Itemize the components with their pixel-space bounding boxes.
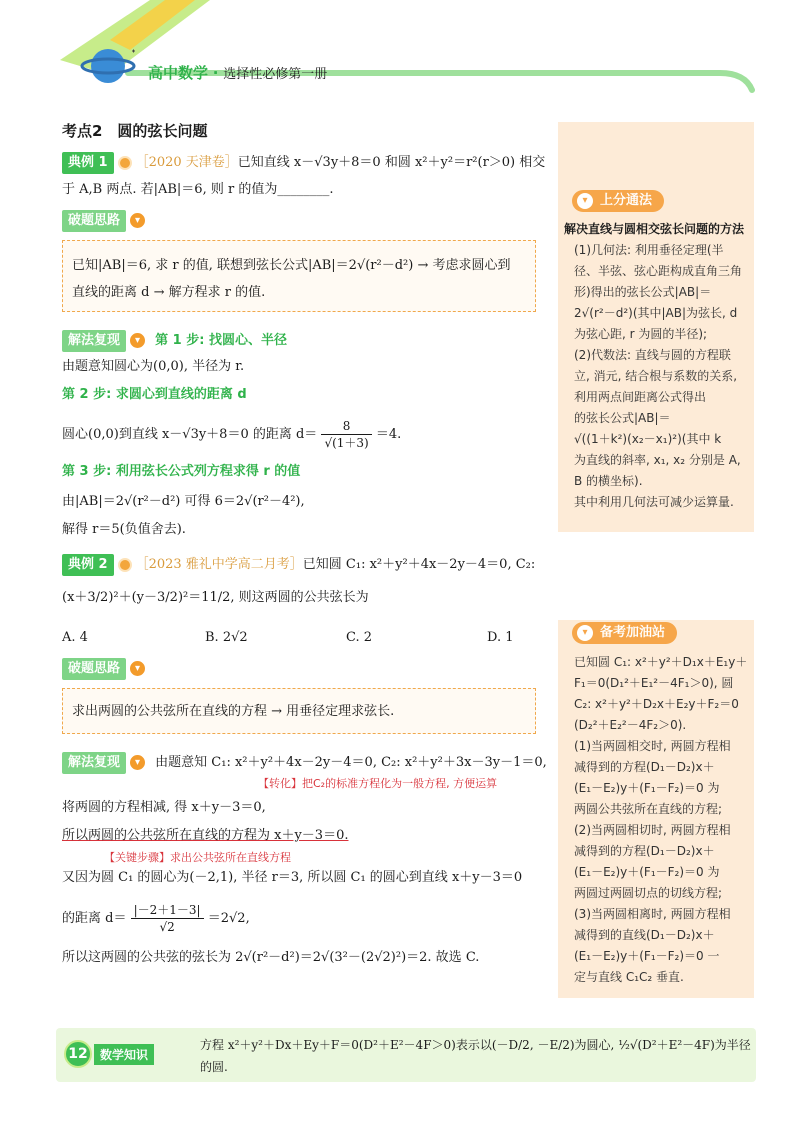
example2-option-c: C. 2: [346, 630, 373, 645]
example2-option-d: D. 1: [487, 630, 514, 645]
sidebar-line: (1)当两圆相交时, 两圆方程相: [574, 739, 731, 753]
fraction-den: √(1＋3): [324, 436, 369, 450]
sidebar-line: (2)代数法: 直线与圆的方程联: [574, 348, 731, 362]
example2-sol-l5b: ＝2√2,: [207, 911, 250, 926]
sidebar2-title: 备考加油站: [600, 625, 666, 640]
footer-line1: 方程 x²＋y²＋Dx＋Ey＋F＝0(D²＋E²－4F＞0)表示以(－D/2, －E/2)为圆心, ½√(D²＋E²－4F)为半径: [200, 1038, 751, 1052]
sidebar2-header: [572, 622, 677, 644]
example2-note1: 【转化】把C₂的标准方程化为一般方程, 方便运算: [258, 777, 498, 790]
sidebar-line: 减得到的方程(D₁－D₂)x＋: [574, 844, 715, 858]
example1-line2: 于 A,B 两点. 若|AB|＝6, 则 r 的值为________.: [62, 182, 334, 197]
sidebar-line: (E₁－E₂)y＋(F₁－F₂)＝0 为: [574, 865, 720, 879]
example1-idea-line1: 已知|AB|＝6, 求 r 的值, 联想到弦长公式|AB|＝2√(r²－d²) → 考虑求圆心到: [72, 258, 511, 273]
sidebar-line: C₂: x²＋y²＋D₂x＋E₂y＋F₂＝0: [574, 697, 739, 711]
sidebar-line: 径、半弦、弦心距构成直角三角: [574, 264, 743, 278]
fraction-num: 8: [321, 418, 371, 435]
header-decoration: [0, 0, 800, 110]
sidebar-line: 已知圆 C₁: x²＋y²＋D₁x＋E₁y＋: [574, 655, 748, 669]
sidebar-line: (E₁－E₂)y＋(F₁－F₂)＝0 一: [574, 949, 720, 963]
sidebar-line: 为直线的斜率, x₁, x₂ 分别是 A,: [574, 453, 741, 467]
chevron-down-icon: ▾: [577, 193, 593, 209]
sidebar-line: (2)当两圆相切时, 两圆方程相: [574, 823, 731, 837]
sidebar-line: 为弦心距, r 为圆的半径);: [574, 327, 708, 341]
example1-sol-l1: 由题意知圆心为(0,0), 半径为 r.: [62, 359, 245, 374]
footer-line2: 的圆.: [200, 1060, 228, 1074]
section-title: 考点2 圆的弦长问题: [62, 122, 208, 140]
chevron-down-icon: ▾: [130, 333, 145, 348]
sidebar-line: 利用两点间距离公式得出: [574, 390, 707, 404]
example1-idea-head: [62, 210, 145, 232]
sidebar-line: 形)得出的弦长公式|AB|＝: [574, 285, 712, 299]
header: [148, 62, 327, 83]
example2-sol-l5a: 的距离 d＝: [62, 911, 127, 926]
fraction: [131, 902, 204, 935]
example2-option-b: B. 2√2: [205, 630, 248, 645]
sidebar1-header: [572, 190, 664, 212]
sidebar1-heading: 解决直线与圆相交弦长问题的方法: [564, 222, 745, 236]
example1-idea-line2: 直线的距离 d → 解方程求 r 的值.: [72, 285, 266, 300]
example2-tag: 典例 2: [62, 554, 114, 576]
chevron-down-icon: ▾: [130, 755, 145, 770]
sidebar-line: 减得到的方程(D₁－D₂)x＋: [574, 760, 715, 774]
example2-sol-l2: 将两圆的方程相减, 得 x＋y－3＝0,: [62, 800, 266, 815]
example2-sol-l3: 所以两圆的公共弦所在直线的方程为 x＋y－3＝0.: [62, 828, 349, 843]
example2-sol-l4: 又因为圆 C₁ 的圆心为(－2,1), 半径 r＝3, 所以圆 C₁ 的圆心到直线 x＋y－3＝0: [62, 870, 523, 885]
example2-line2: (x＋3/2)²＋(y－3/2)²＝11/2, 则这两圆的公共弦长为: [62, 590, 369, 605]
example1-step3: 第 3 步: 利用弦长公式列方程求得 r 的值: [62, 464, 301, 479]
example2-text1: 已知圆 C₁: x²＋y²＋4x－2y－4＝0, C₂:: [302, 557, 536, 572]
header-subject: 高中数学: [148, 64, 209, 82]
example1-idea-tag: 破题思路: [62, 210, 126, 232]
example2-option-a: A. 4: [62, 630, 88, 645]
example1-step2: 第 2 步: 求圆心到直线的距离 d: [62, 387, 247, 402]
sidebar1-title: 上分通法: [600, 193, 653, 208]
header-book: 选择性必修第一册: [223, 67, 328, 82]
example2-line1: [62, 554, 535, 576]
example2-idea-tag: 破题思路: [62, 658, 126, 680]
sidebar-line: 定与直线 C₁C₂ 垂直.: [574, 970, 684, 984]
example2-idea-head: [62, 658, 145, 680]
footer-page-number: 12: [64, 1040, 92, 1068]
example1-sol-l2: [62, 418, 401, 451]
example1-tag: 典例 1: [62, 152, 114, 174]
example1-text1: 已知直线 x－√3y＋8＝0 和圆 x²＋y²＝r²(r＞0) 相交: [237, 155, 546, 170]
sidebar-line: 两圆过两圆切点的切线方程;: [574, 886, 723, 900]
sidebar-line: 两圆公共弦所在直线的方程;: [574, 802, 723, 816]
example2-note2: 【关键步骤】求出公共弦所在直线方程: [104, 851, 291, 864]
sidebar-line: 其中利用几何法可减少运算量.: [574, 495, 734, 509]
example2-sol-head: [62, 752, 547, 774]
sidebar-line: 减得到的直线(D₁－D₂)x＋: [574, 928, 715, 942]
footer-label: 数学知识: [94, 1044, 154, 1065]
example1-sol-head: [62, 330, 287, 352]
sidebar-line: 2√(r²－d²)(其中|AB|为弦长, d: [574, 306, 738, 320]
example1-sol-l2b: ＝4.: [375, 427, 402, 442]
example1-step1: 第 1 步: 找圆心、半径: [155, 333, 287, 348]
sidebar-line: B 的横坐标).: [574, 474, 643, 488]
sidebar-line: (E₁－E₂)y＋(F₁－F₂)＝0 为: [574, 781, 720, 795]
example2-idea-line: 求出两圆的公共弦所在直线的方程 → 用垂径定理求弦长.: [72, 704, 395, 719]
example2-sol-l5: [62, 902, 250, 935]
example1-sol-l4: 解得 r＝5(负值舍去).: [62, 522, 186, 537]
example1-sol-l2a: 圆心(0,0)到直线 x－√3y＋8＝0 的距离 d＝: [62, 427, 318, 442]
sidebar-line: (D₂²＋E₂²－4F₂＞0).: [574, 718, 687, 732]
sidebar-line: 的弦长公式|AB|＝: [574, 411, 671, 425]
sidebar-line: (3)当两圆相离时, 两圆方程相: [574, 907, 731, 921]
example2-sol-tag: 解法复现: [62, 752, 126, 774]
chevron-down-icon: ▾: [577, 625, 593, 641]
example1-source: ［2020 天津卷］: [135, 155, 238, 170]
example2-sol-l1: 由题意知 C₁: x²＋y²＋4x－2y－4＝0, C₂: x²＋y²＋3x－3y－1＝0,: [155, 755, 547, 770]
fraction-num: |－2＋1－3|: [131, 902, 204, 919]
fraction: [321, 418, 371, 451]
example1-line1: [62, 152, 545, 174]
sun-icon: [118, 156, 132, 170]
header-dot: ·: [212, 64, 219, 82]
sidebar-line: (1)几何法: 利用垂径定理(半: [574, 243, 724, 257]
example2-sol-l6: 所以这两圆的公共弦的弦长为 2√(r²－d²)＝2√(3²－(2√2)²)＝2. 故选 C.: [62, 950, 480, 965]
example1-sol-tag: 解法复现: [62, 330, 126, 352]
chevron-down-icon: ▾: [130, 661, 145, 676]
sidebar-line: 立, 消元, 结合根与系数的关系,: [574, 369, 738, 383]
example1-sol-l3: 由|AB|＝2√(r²－d²) 可得 6＝2√(r²－4²),: [62, 494, 305, 509]
chevron-down-icon: ▾: [130, 213, 145, 228]
sidebar-line: F₁＝0(D₁²＋E₁²－4F₁＞0), 圆: [574, 676, 734, 690]
sun-icon: [118, 558, 132, 572]
example2-source: ［2023 雅礼中学高二月考］: [135, 557, 303, 572]
fraction-den: √2: [159, 920, 175, 934]
sidebar-line: √((1＋k²)(x₂－x₁)²)(其中 k: [574, 432, 722, 446]
